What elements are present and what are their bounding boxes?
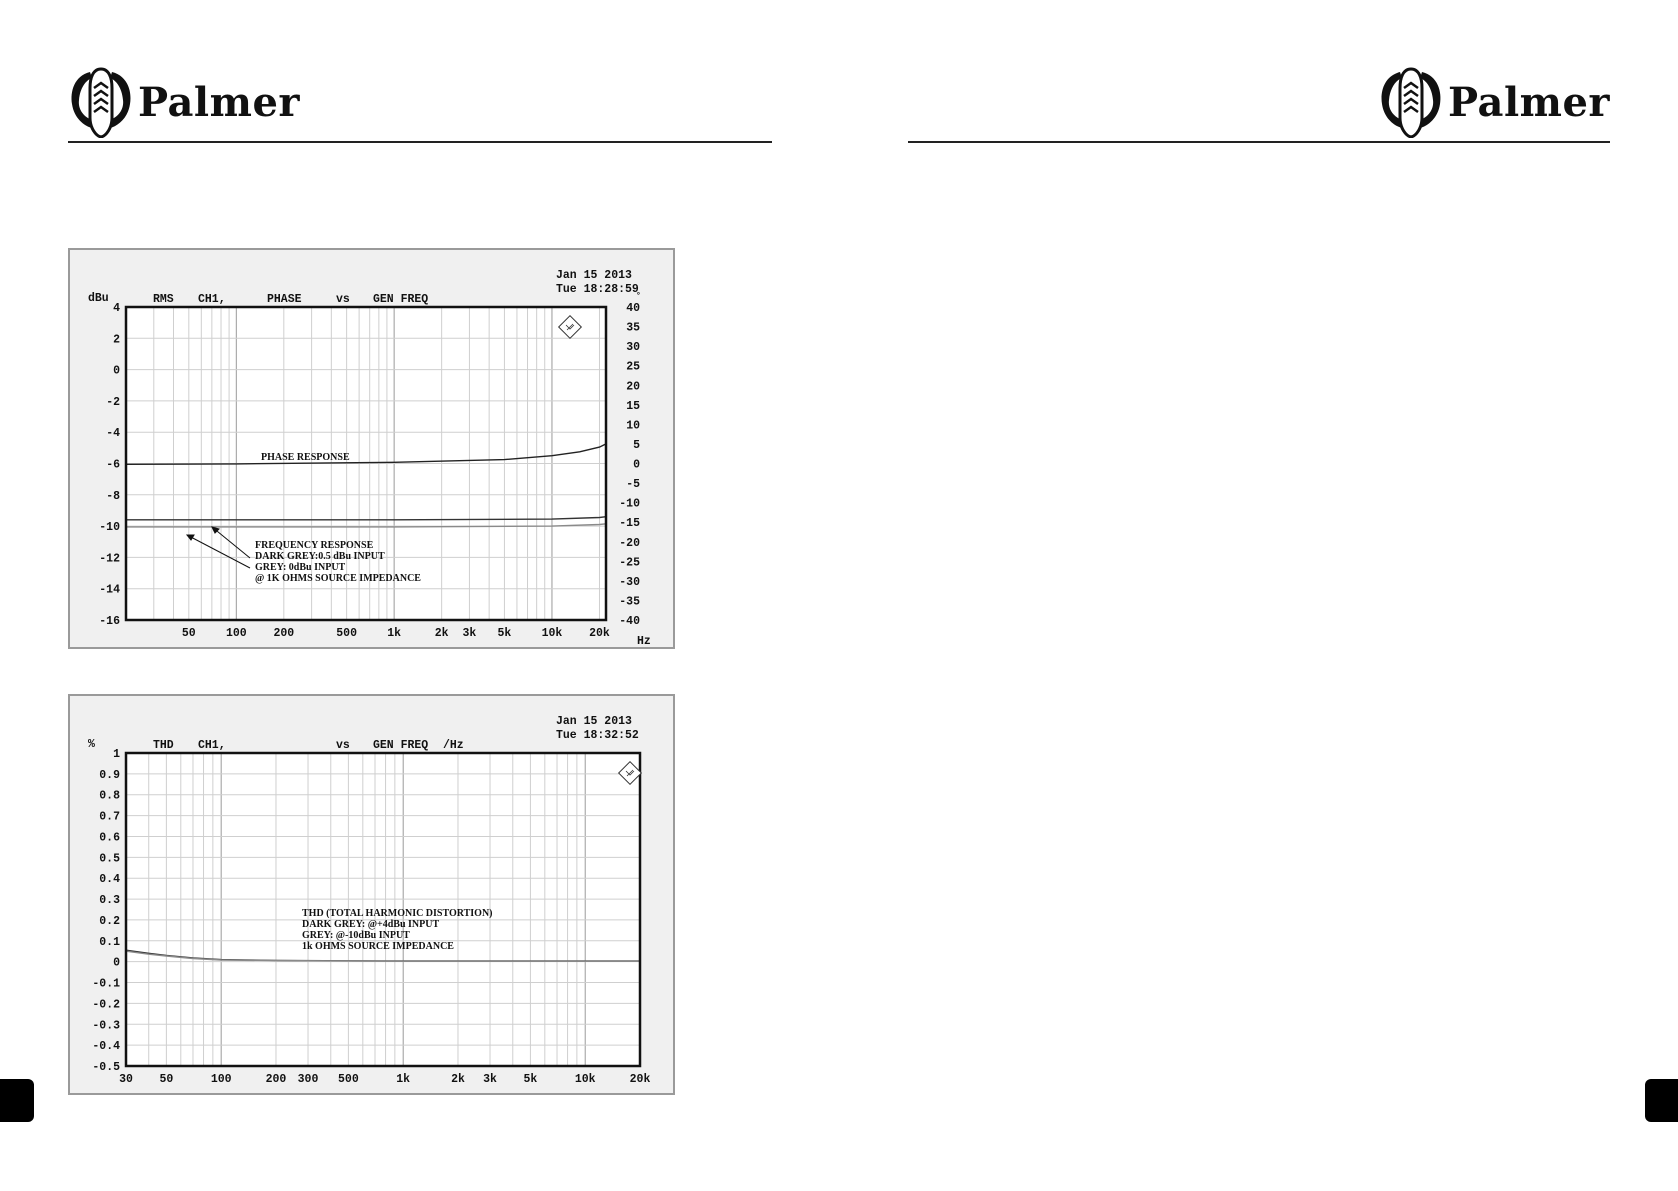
x-tick-label: 200 [265,1073,287,1086]
brand-logo [1378,66,1610,138]
y-tick-label: 0.7 [99,810,120,824]
y2-tick-label: 15 [626,399,640,413]
chart-time: Tue 18:32:52 [556,729,639,742]
y-tick-label: -14 [99,583,120,597]
y-tick-label: -8 [106,489,120,503]
thd-plot [70,696,673,1093]
phase-response-chart [68,248,675,649]
header-vs: vs [336,739,350,752]
y2-tick-label: -20 [619,536,640,550]
y-tick-label: 0.3 [99,894,120,908]
source-impedance-label: 1k OHMS SOURCE IMPEDANCE [302,941,454,952]
phase-response-label: PHASE RESPONSE [261,452,350,463]
y-tick-label: -12 [99,552,120,566]
page-header-right [908,62,1610,146]
y-tick-label: 0.6 [99,831,120,845]
x-tick-label: 100 [225,627,247,640]
y2-tick-label: 0 [633,458,640,472]
x-tick-label: 100 [210,1073,232,1086]
header-rms: RMS [153,293,174,306]
source-impedance-label: @ 1K OHMS SOURCE IMPEDANCE [255,573,421,584]
y-tick-label: -10 [99,521,120,535]
phase-response-plot [70,250,673,647]
y-tick-label: -0.4 [92,1040,120,1054]
dark-grey-label: DARK GREY:0.5 dBu INPUT [255,551,385,562]
y2-tick-label: 35 [626,321,640,335]
y2-tick-label: -10 [619,497,640,511]
y-tick-label: -0.3 [92,1019,120,1033]
chart-date: Jan 15 2013 [556,269,632,282]
y2-tick-label: 20 [626,380,640,394]
x-tick-label: 500 [336,627,357,640]
x-tick-label: 2k [434,627,449,640]
chart-time: Tue 18:28:59 [556,283,639,296]
y2-tick-label: 5 [633,438,640,452]
y2-tick-label: -15 [619,517,640,531]
y2-tick-label: -40 [619,615,640,628]
y-tick-label: -0.1 [92,977,120,991]
y2-tick-label: 25 [626,360,640,374]
page-header-left [68,62,772,146]
y2-tick-label: 10 [626,419,640,433]
x-tick-label: 500 [338,1073,359,1086]
header-per-hz: /Hz [443,739,464,752]
x-tick-label: 3k [483,1073,497,1086]
header-rule [68,141,772,143]
y-tick-label: 0.5 [99,852,120,866]
x-tick-label: 50 [159,1073,174,1086]
palmer-beetle-logo-icon [1378,66,1444,138]
header-channel: CH1, [198,739,226,752]
left-axis-unit: dBu [88,292,109,305]
y-tick-label: 0 [113,956,120,970]
brand-wordmark: Palmer [1448,78,1610,126]
x-tick-label: 50 [181,627,196,640]
y-tick-label: -6 [106,458,120,472]
y-tick-label: 2 [113,333,120,347]
grey-label: GREY: @-10dBu INPUT [302,930,410,941]
y-tick-label: 4 [113,302,120,315]
y2-tick-label: 30 [626,341,640,355]
y-tick-label: 1 [113,748,120,761]
y-tick-label: 0.8 [99,789,120,803]
thd-title-label: THD (TOTAL HARMONIC DISTORTION) [302,908,493,919]
y-tick-label: 0.2 [99,914,120,928]
y-tick-label: 0.1 [99,935,120,949]
freq-response-label: FREQUENCY RESPONSE [255,540,374,551]
x-tick-label: 30 [119,1073,133,1086]
y-tick-label: 0.4 [99,873,120,887]
thd-chart [68,694,675,1095]
y-tick-label: -0.2 [92,998,120,1012]
x-axis-unit: Hz [637,635,651,647]
x-tick-label: 5k [523,1073,538,1086]
x-tick-label: 10k [574,1073,596,1086]
y-tick-label: 0 [113,364,120,378]
y2-tick-label: -5 [626,478,640,492]
x-tick-label: 1k [396,1073,411,1086]
header-gen-freq: GEN FREQ [373,739,429,752]
y-tick-label: -4 [106,427,120,441]
x-tick-label: 300 [297,1073,319,1086]
y-tick-label: 0.9 [99,768,120,782]
header-channel: CH1, [198,293,226,306]
header-gen-freq: GEN FREQ [373,293,429,306]
y-tick-label: -16 [99,615,120,628]
x-tick-label: 20k [589,627,610,640]
x-tick-label: 10k [541,627,563,640]
dark-grey-label: DARK GREY: @+4dBu INPUT [302,919,440,930]
header-thd: THD [153,739,174,752]
x-tick-label: 200 [273,627,295,640]
right-axis-unit: ° [636,292,641,301]
y-tick-label: -0.5 [92,1061,120,1074]
y2-tick-label: 40 [626,302,640,315]
x-tick-label: 1k [387,627,402,640]
header-rule [908,141,1610,143]
x-tick-label: 5k [497,627,512,640]
x-tick-label: 3k [462,627,477,640]
x-tick-label: 2k [451,1073,465,1086]
y2-tick-label: -25 [619,556,640,570]
header-vs: vs [336,293,350,306]
header-measure: PHASE [267,293,302,306]
y2-tick-label: -35 [619,595,640,609]
chart-date: Jan 15 2013 [556,715,632,728]
palmer-beetle-logo-icon [68,66,134,138]
y2-tick-label: -30 [619,575,640,589]
left-axis-unit: % [88,738,95,751]
y-tick-label: -2 [106,395,120,409]
brand-wordmark: Palmer [138,78,300,126]
grey-label: GREY: 0dBu INPUT [255,562,346,573]
brand-logo [68,66,300,138]
page-tab-right [1645,1079,1678,1122]
x-tick-label: 20k [629,1073,651,1086]
page-tab-left [0,1079,34,1122]
